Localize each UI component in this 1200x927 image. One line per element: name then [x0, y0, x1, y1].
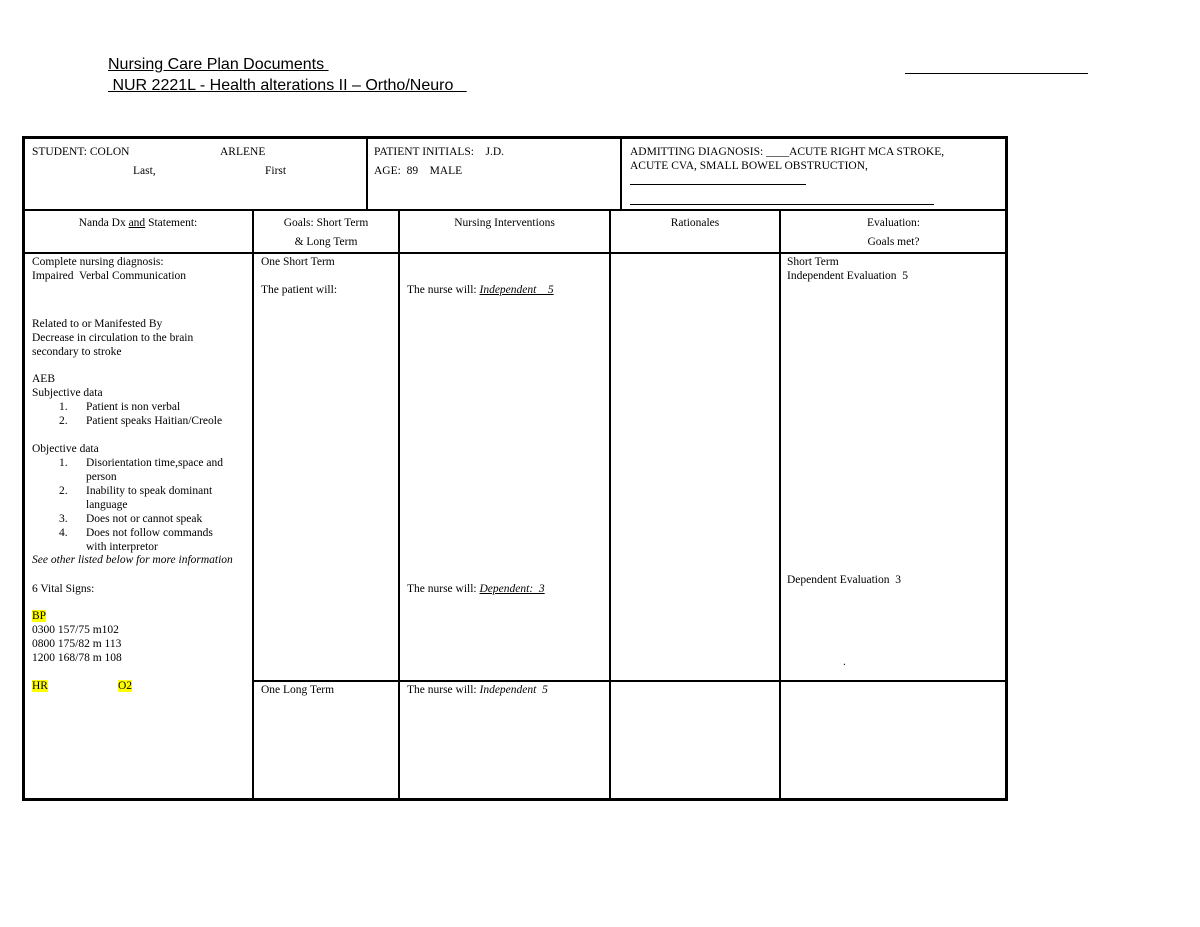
list-item: 3. Does not or cannot speak [59, 513, 203, 525]
col-divider-1 [252, 210, 254, 799]
o2-label: O2 [118, 680, 133, 692]
signature-line [905, 73, 1088, 74]
short-term-goal-title: One Short Term [261, 256, 335, 268]
intervention-independent-long: The nurse will: Independent 5 [407, 684, 548, 696]
list-item: 4. Does not follow commands with interpretor [59, 527, 213, 553]
patient-will-label: The patient will: [261, 284, 338, 296]
long-term-row-top [252, 680, 1006, 682]
col-header-goals: Goals: Short Term [283, 217, 369, 229]
diagnosis-fill-line-2 [630, 204, 934, 205]
complete-dx-value: Impaired Verbal Communication [32, 270, 187, 282]
col-divider-2 [398, 210, 400, 799]
objective-list [32, 456, 252, 554]
related-to-line1: Decrease in circulation to the brain [32, 332, 194, 344]
bp-reading-2: 0800 175/82 m 113 [32, 638, 122, 650]
evaluation-short-term: Short Term [787, 256, 839, 268]
list-item: 2. Inability to speak dominant language [59, 485, 213, 511]
bp-reading-1: 0300 157/75 m102 [32, 624, 119, 636]
list-item: 1. Disorientation time,space and person [59, 457, 224, 483]
admitting-diagnosis: ADMITTING DIAGNOSIS: ____ACUTE RIGHT MCA STROKE, [630, 146, 945, 158]
col-divider-4 [779, 210, 781, 799]
col-header-goals-line2: & Long Term [294, 236, 358, 248]
subjective-label: Subjective data [32, 387, 103, 399]
aeb-label: AEB [32, 373, 55, 385]
intervention-dependent: The nurse will: Dependent: 3 [407, 583, 545, 595]
objective-label: Objective data [32, 443, 99, 455]
admitting-diagnosis-line2: ACUTE CVA, SMALL BOWEL OBSTRUCTION, [630, 160, 868, 172]
patient-age: AGE: 89 MALE [374, 165, 463, 177]
evaluation-independent: Independent Evaluation 5 [787, 270, 909, 282]
bp-label: BP [32, 610, 47, 622]
patient-initials: PATIENT INITIALS: J.D. [374, 146, 505, 158]
col-divider-3 [609, 210, 611, 799]
info-row-bottom [24, 209, 1006, 211]
bp-reading-3: 1200 168/78 m 108 [32, 652, 122, 664]
document-title: Nursing Care Plan Documents [108, 56, 329, 73]
vital-signs-label: 6 Vital Signs: [32, 583, 95, 595]
first-caption: First [265, 165, 287, 177]
evaluation-dependent: Dependent Evaluation 3 [787, 574, 902, 586]
related-to-label: Related to or Manifested By [32, 318, 163, 330]
col-header-rationales: Rationales [670, 217, 720, 229]
related-to-line2: secondary to stroke [32, 346, 122, 358]
student-name: STUDENT: COLON [32, 146, 130, 158]
diagnosis-fill-line-1 [630, 184, 806, 185]
long-term-goal-title: One Long Term [261, 684, 335, 696]
complete-dx-label: Complete nursing diagnosis: [32, 256, 164, 268]
info-divider-2 [620, 138, 622, 211]
list-item: 1. Patient is non verbal [59, 401, 181, 413]
column-header-bottom [24, 252, 1006, 254]
info-divider-1 [366, 138, 368, 211]
hr-label: HR [32, 680, 48, 692]
subjective-list [32, 400, 252, 428]
stray-dot: . [843, 656, 846, 668]
course-title: NUR 2221L - Health alterations II – Ortho/Neuro [108, 77, 467, 94]
intervention-independent-short: The nurse will: Independent 5 [407, 284, 554, 296]
col-header-nanda-dx: Nanda Dx and Statement: [78, 217, 198, 229]
col-header-evaluation: Evaluation: [866, 217, 920, 229]
last-caption: Last, [133, 165, 156, 177]
col-header-goals-met: Goals met? [867, 236, 920, 248]
see-other-note: See other listed below for more information [32, 554, 233, 566]
list-item: 2. Patient speaks Haitian/Creole [59, 415, 223, 427]
col-header-interventions: Nursing Interventions [454, 217, 555, 229]
student-first-name: ARLENE [220, 146, 266, 158]
